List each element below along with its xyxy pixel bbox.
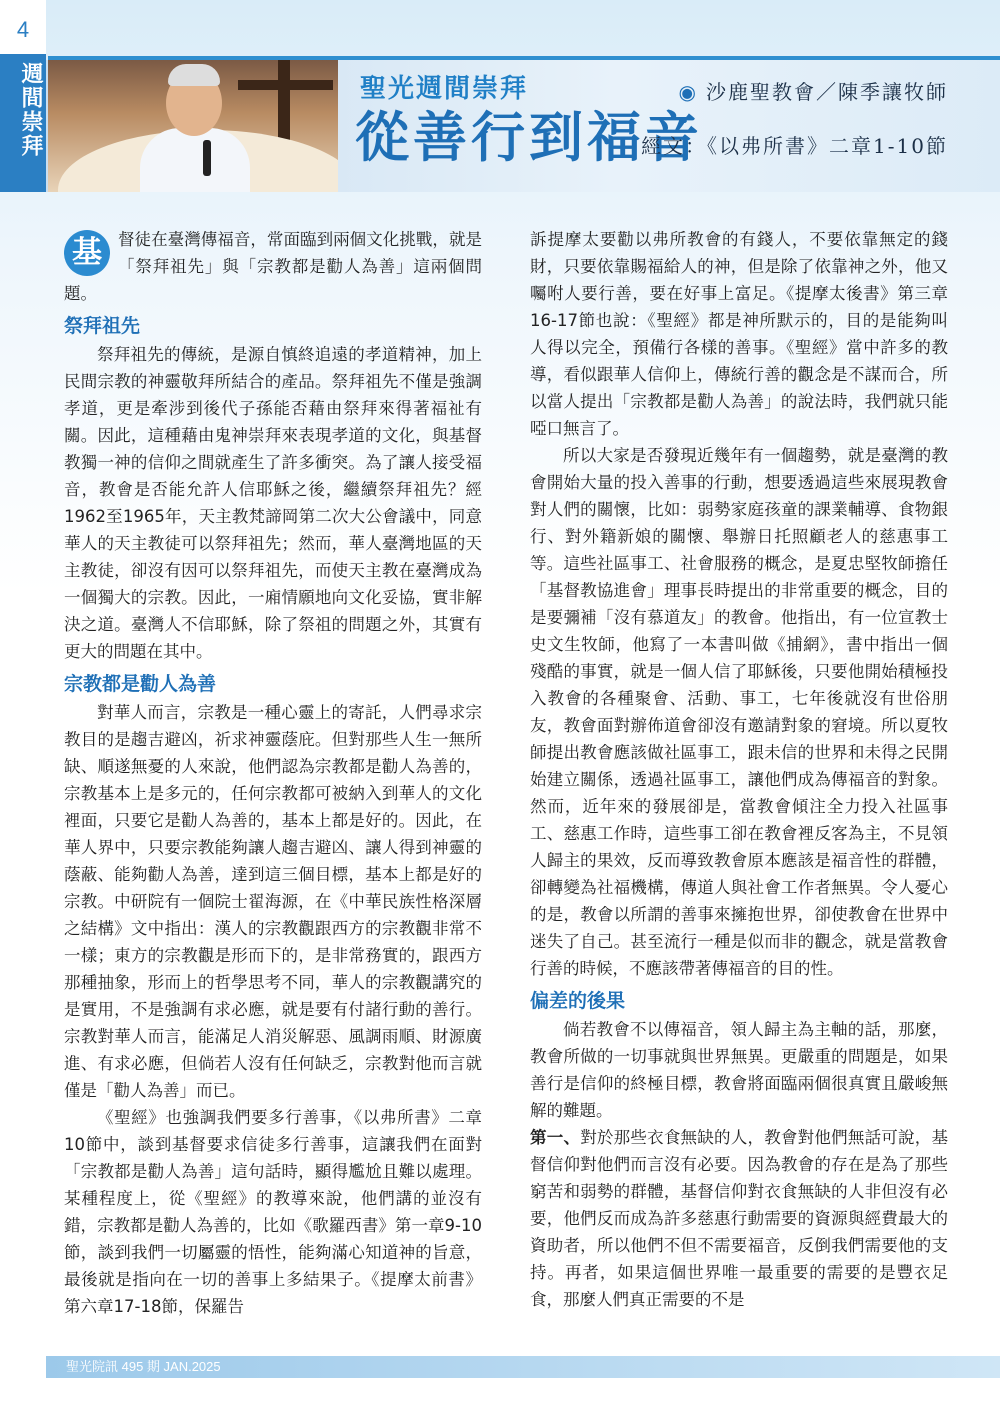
pastor-photo <box>48 60 338 192</box>
byline-text: 沙鹿聖教會／陳季讓牧師 <box>706 80 948 104</box>
page-number: 4 <box>0 0 46 54</box>
section-heading-consequences: 偏差的後果 <box>530 990 626 1012</box>
byline <box>679 76 948 105</box>
scripture-reference: 經文：《以弗所書》二章1-10節 <box>641 134 948 158</box>
article-column-left <box>64 226 482 1320</box>
intro-text: 督徒在臺灣傳福音，常面臨到兩個文化挑戰，就是「祭拜祖先」與「宗教都是勸人為善」這兩個問題。 <box>64 230 482 303</box>
dropcap: 基 <box>64 230 110 276</box>
paragraph: 祭拜祖先的傳統，是源自慎終追遠的孝道精神，加上民間宗教的神靈敬拜所結合的產品。祭拜祖先不僅是強調孝道，更是牽涉到後代子孫能否藉由祭拜來得著福祉有關。因此，這種藉由鬼神崇拜來表現孝道的文化，與基督教獨一神的信仰之間就產生了許多衝突。為了讓人接受福音，教會是否能允許人信耶穌之後，繼續祭拜祖先？經1962至1965年，天主教梵諦岡第二次大公會議中，同意華人的天主教徒可以祭拜祖先；然而，華人臺灣地區的天主教徒，卻沒有因可以祭拜祖先，而使天主教在臺灣成為一個獨大的宗教。因此，一廂情願地向文化妥協，實非解決之道。臺灣人不信耶穌，除了祭祖的問題之外，其實有更大的問題在其中。 <box>64 345 482 661</box>
side-bar <box>0 0 46 192</box>
intro-paragraph <box>64 226 482 307</box>
article-column-right <box>530 226 948 1313</box>
point-text: 對於那些衣食無缺的人，教會對他們無話可說，基督信仰對他們而言沒有必要。因為教會的存在是為了那些窮苦和弱勢的群體，基督信仰對衣食無缺的人非但沒有必要，他們反而成為許多慈惠行動需要的資源與經費最大的資助者，所以他們不但不需要福音，反倒我們需要他的支持。再者，如果這個世界唯一最重要的需要的是豐衣足食，那麼人們真正需要的不是 <box>530 1128 949 1309</box>
paragraph: 對華人而言，宗教是一種心靈上的寄託，人們尋求宗教目的是趨吉避凶，祈求神靈蔭庇。但對那些人生一無所缺、順遂無憂的人來說，他們認為宗教都是勸人為善的，宗教基本上是多元的，任何宗教都可被納入到華人的文化裡面，只要它是勸人為善的，基本上都是好的。因此，在華人界中，只要宗教能夠讓人趨吉避凶、讓人得到神靈的蔭蔽、能夠勸人為善，達到這三個目標，基本上都是好的宗教。中研院有一個院士翟海源，在《中華民族性格深層之結構》文中指出：漢人的宗教觀跟西方的宗教觀非常不一樣；東方的宗教觀是形而下的，是非常務實的，跟西方那種抽象，形而上的哲學思考不同，華人的宗教觀講究的是實用，不是強調有求必應，就是要有付諸行動的善行。宗教對華人而言，能滿足人消災解惡、風調雨順、財源廣進、有求必應，但倘若人沒有任何缺乏，宗教對他而言就僅是「勸人為善」而已。 <box>64 703 482 1100</box>
paragraph-continued: 訴提摩太要勸以弗所教會的有錢人，不要依靠無定的錢財，只要依靠賜福給人的神，但是除了依靠神之外，他又囑咐人要行善，要在好事上富足。《提摩太後書》第三章16-17節也說：《聖經》都是神所默示的，目的是能夠叫人得以完全，預備行各樣的善事。《聖經》當中許多的教導，看似跟華人信仰上，傳統行善的觀念是不謀而合，所以當人提出「宗教都是勸人為善」的說法時，我們就只能啞口無言了。 <box>530 230 948 438</box>
paragraph: 倘若教會不以傳福音，領人歸主為主軸的話，那麼，教會所做的一切事就與世界無異。更嚴重的問題是，如果善行是信仰的終極目標，教會將面臨兩個很真實且嚴峻無解的難題。 <box>530 1020 948 1120</box>
paragraph: 《聖經》也強調我們要多行善事，《以弗所書》二章10節中，談到基督要求信徒多行善事，這讓我們在面對「宗教都是勸人為善」這句話時，顯得尷尬且難以處理。某種程度上，從《聖經》的教導來說，他們講的並沒有錯，宗教都是勸人為善的，比如《歌羅西書》第一章9-10節，談到我們一切屬靈的悟性，能夠滿心知道神的旨意，最後就是指向在一切的善事上多結果子。《提摩太前書》第六章17-18節，保羅告 <box>64 1108 482 1316</box>
section-heading-religion: 宗教都是勸人為善 <box>64 673 217 695</box>
footer-issue: 聖光院訊 495 期 JAN.2025 <box>66 1359 221 1374</box>
paragraph <box>530 1124 948 1313</box>
section-label: 週間崇拜 <box>18 62 43 158</box>
article-title: 從善行到福音 <box>355 105 703 169</box>
section-heading-ancestors: 祭拜祖先 <box>64 315 141 337</box>
series-title: 聖光週間崇拜 <box>360 74 529 104</box>
paragraph: 所以大家是否發現近幾年有一個趨勢，就是臺灣的教會開始大量的投入善事的行動，想要透過這些來展現教會對人們的關懷，比如：弱勢家庭孩童的課業輔導、食物銀行、對外籍新娘的關懷、舉辦日托照顧老人的慈惠事工等。這些社區事工、社會服務的概念，是夏忠堅牧師擔任「基督教協進會」理事長時提出的非常重要的概念，目的是要彌補「沒有慕道友」的教會。他指出，有一位宣教士史文生牧師，他寫了一本書叫做《捕網》，書中指出一個殘酷的事實，就是一個人信了耶穌後，只要他開始積極投入教會的各種聚會、活動、事工，七年後就沒有世俗朋友，教會面對辦佈道會卻沒有邀請對象的窘境。所以夏牧師提出教會應該做社區事工，跟未信的世界和未得之民開始建立關係，透過社區事工，讓他們成為傳福音的對象。然而，近年來的發展卻是，當教會傾注全力投入社區事工、慈惠工作時，這些事工卻在教會裡反客為主，不見領人歸主的果效，反而導致教會原本應該是福音性的群體，卻轉變為社福機構，傳道人與社會工作者無異。令人憂心的是，教會以所謂的善事來擁抱世界，卻使教會在世界中迷失了自己。甚至流行一種是似而非的觀念，就是當教會行善的時候，不應該帶著傳福音的目的性。 <box>530 446 948 978</box>
point-lead: 第一、 <box>530 1128 581 1147</box>
bullet-icon: ◉ <box>678 80 698 104</box>
